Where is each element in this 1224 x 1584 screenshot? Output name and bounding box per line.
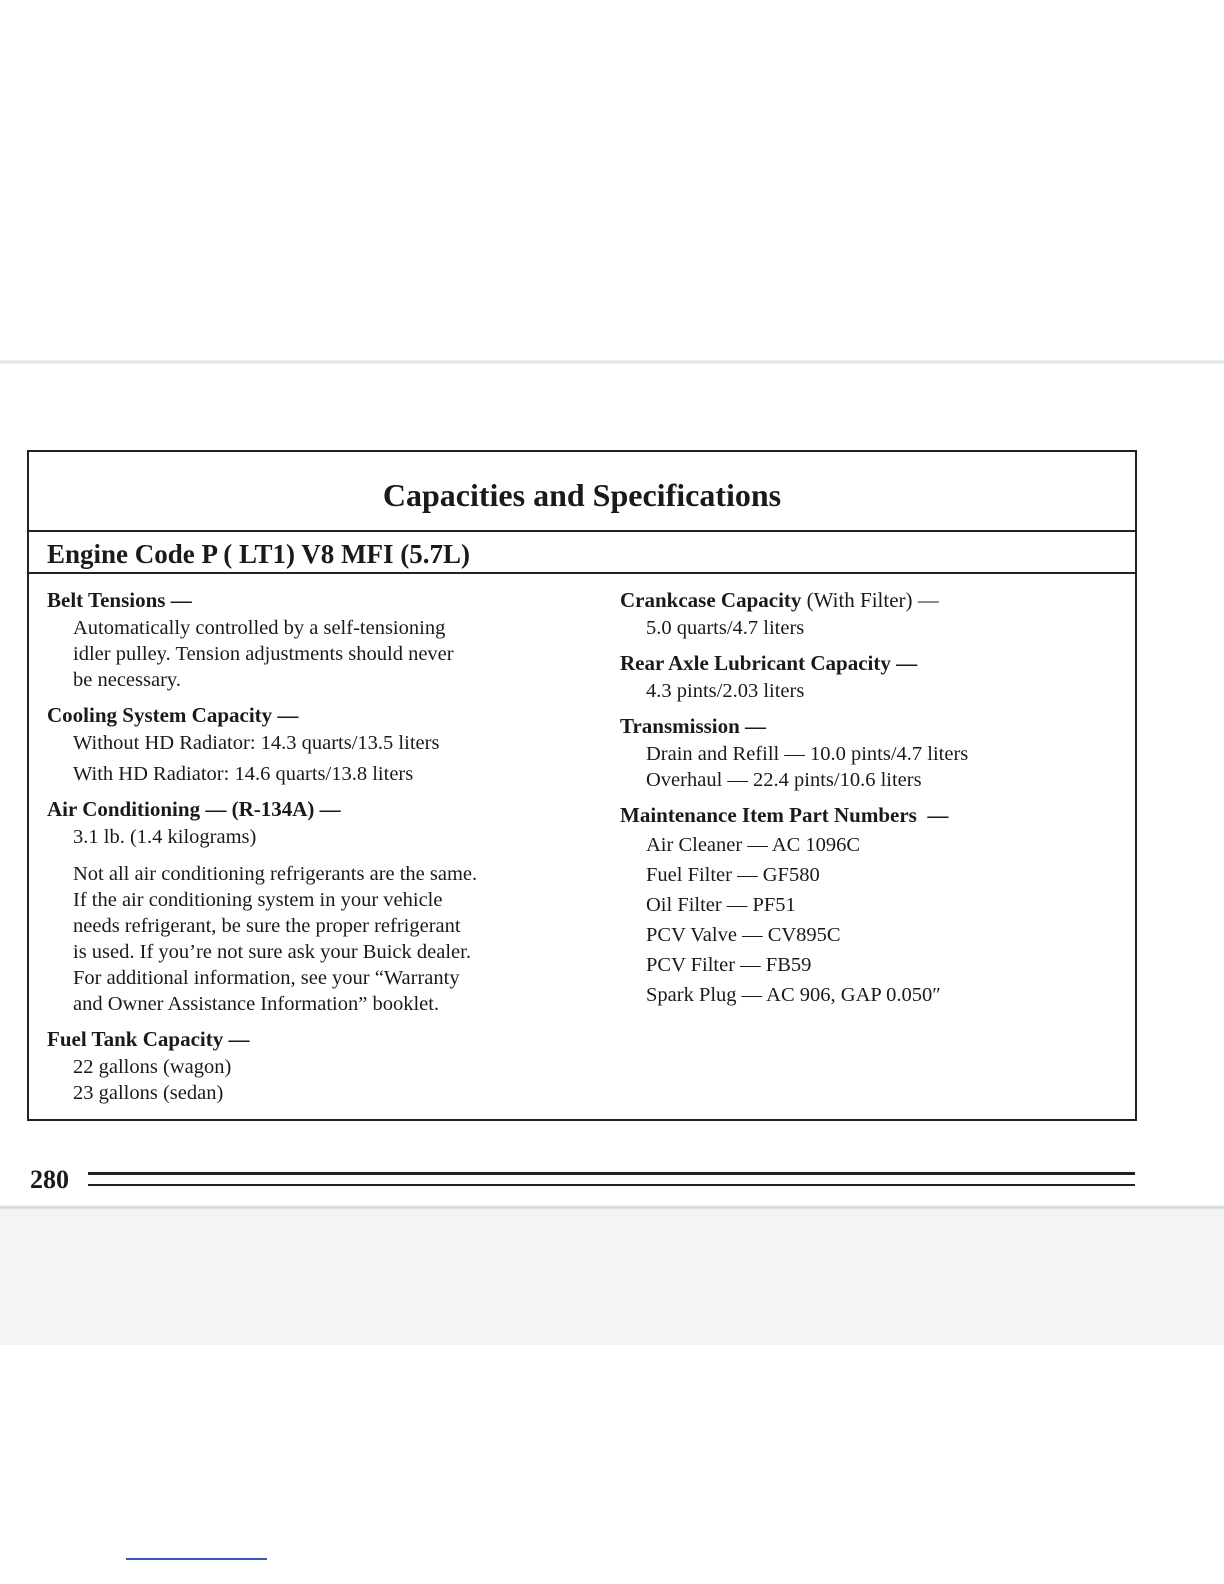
fuel-tank-section (47, 1025, 587, 1106)
part-fuel-filter: Fuel Filter — GF580 (646, 864, 820, 886)
part-oil-filter: Oil Filter — PF51 (646, 894, 796, 916)
rear-axle-value: 4.3 pints/2.03 liters (646, 680, 805, 702)
crankcase-heading-label: Crankcase Capacity (620, 588, 802, 612)
air-conditioning-section (47, 795, 587, 1017)
rear-axle-section (620, 649, 1130, 704)
refrigerant-amount: 3.1 lb. (1.4 kilograms) (73, 826, 257, 848)
belt-tensions-section (47, 586, 587, 693)
engine-code-heading: Engine Code P ( LT1) V8 MFI (5.7L) (29, 532, 1135, 574)
link-underline (126, 1558, 267, 1560)
fuel-tank-wagon: 22 gallons (wagon) (73, 1056, 232, 1078)
part-pcv-filter: PCV Filter — FB59 (646, 954, 812, 976)
left-column (47, 586, 587, 1114)
page-number: 280 (30, 1165, 69, 1194)
cooling-system-section (47, 701, 587, 787)
refrigerant-note-line: Not all air conditioning refrigerants are the same. (73, 863, 478, 885)
part-spark-plug: Spark Plug — AC 906, GAP 0.050″ (646, 984, 941, 1006)
transmission-heading: Transmission — (620, 714, 767, 738)
part-pcv-valve: PCV Valve — CV895C (646, 924, 841, 946)
fuel-tank-heading: Fuel Tank Capacity — (47, 1027, 250, 1051)
refrigerant-note-line: and Owner Assistance Information” booklet. (73, 993, 440, 1015)
transmission-overhaul: Overhaul — 22.4 pints/10.6 liters (646, 769, 922, 791)
right-column (620, 586, 1130, 1018)
crankcase-section (620, 586, 1130, 641)
crankcase-value: 5.0 quarts/4.7 liters (646, 617, 805, 639)
cooling-without-hd: Without HD Radiator: 14.3 quarts/13.5 liters (73, 732, 440, 754)
crankcase-heading-note: (With Filter) — (806, 588, 939, 612)
footer-double-rule (88, 1172, 1135, 1186)
lower-background-band (0, 1210, 1224, 1345)
cooling-with-hd: With HD Radiator: 14.6 quarts/13.8 liters (73, 763, 414, 785)
air-conditioning-heading: Air Conditioning — (R-134A) — (47, 797, 341, 821)
transmission-drain-refill: Drain and Refill — 10.0 pints/4.7 liters (646, 743, 969, 765)
belt-tensions-line: idler pulley. Tension adjustments should never (73, 643, 454, 665)
belt-tensions-heading: Belt Tensions — (47, 588, 192, 612)
top-divider (0, 360, 1224, 364)
refrigerant-note-line: If the air conditioning system in your vehicle (73, 889, 443, 911)
page-title: Capacities and Specifications (29, 452, 1135, 532)
cooling-system-heading: Cooling System Capacity — (47, 703, 299, 727)
transmission-section (620, 712, 1130, 793)
maintenance-parts-heading: Maintenance Item Part Numbers — (620, 803, 949, 827)
belt-tensions-line: be necessary. (73, 669, 181, 691)
specifications-box (27, 450, 1137, 1121)
refrigerant-note-line: needs refrigerant, be sure the proper refrigerant (73, 915, 461, 937)
part-air-cleaner: Air Cleaner — AC 1096C (646, 834, 861, 856)
rear-axle-heading: Rear Axle Lubricant Capacity — (620, 651, 918, 675)
refrigerant-note-line: is used. If you’re not sure ask your Buick dealer. (73, 941, 471, 963)
refrigerant-note-line: For additional information, see your “Warranty (73, 967, 460, 989)
belt-tensions-line: Automatically controlled by a self-tensioning (73, 617, 446, 639)
maintenance-parts-section (620, 801, 1130, 1010)
fuel-tank-sedan: 23 gallons (sedan) (73, 1082, 224, 1104)
crankcase-heading (620, 586, 1130, 615)
